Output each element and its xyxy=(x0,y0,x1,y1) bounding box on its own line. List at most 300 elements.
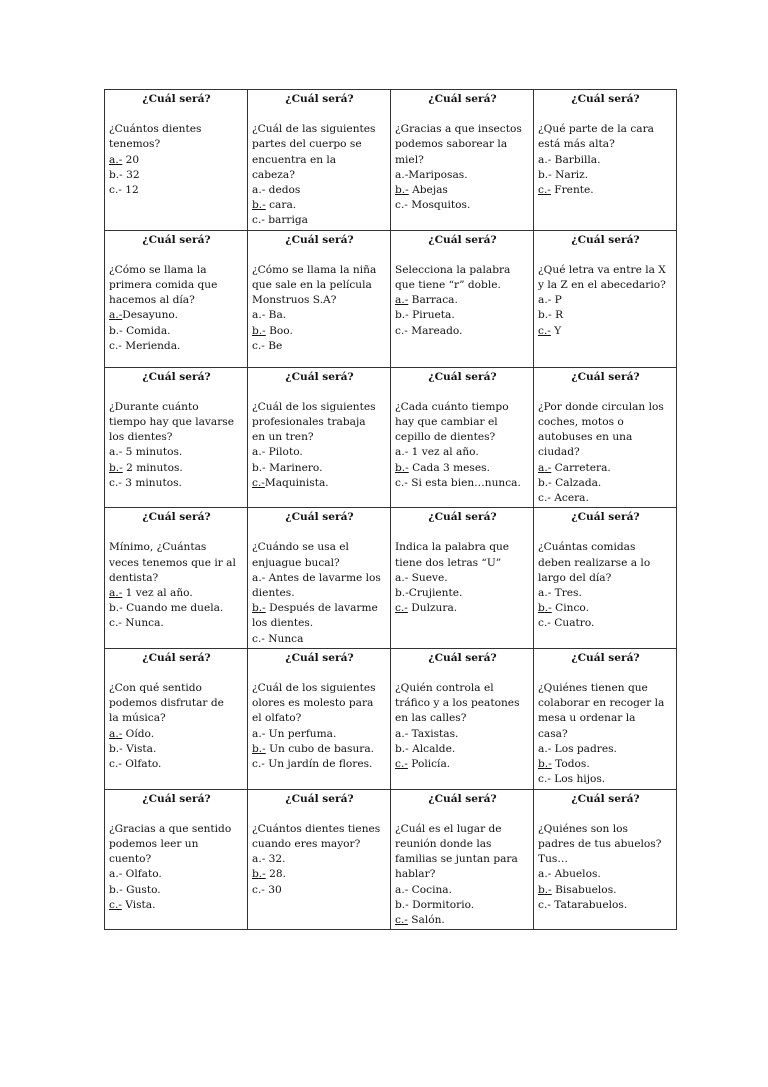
quiz-card xyxy=(534,508,677,649)
option-letter: b xyxy=(538,883,545,896)
option-separator: .- xyxy=(258,868,266,881)
question-line: ¿Qué parte de la cara xyxy=(538,123,654,136)
option-letter: a xyxy=(109,868,116,881)
quiz-page xyxy=(104,89,677,930)
answer-option xyxy=(252,883,387,898)
question-line: ¿Por donde circulan los xyxy=(538,400,664,413)
answer-option xyxy=(109,898,244,913)
option-text: Cuando me duela. xyxy=(126,602,224,615)
quiz-card xyxy=(248,230,391,367)
question-line: olores es molesto para xyxy=(252,697,374,710)
quiz-card xyxy=(248,648,391,789)
question-line: partes del cuerpo se xyxy=(252,138,362,151)
option-separator: .- xyxy=(544,742,555,755)
quiz-card xyxy=(391,789,534,930)
option-letter: b xyxy=(109,883,116,896)
option-separator: .- xyxy=(114,339,126,352)
option-text: Barraca. xyxy=(411,294,458,307)
option-text: 20 xyxy=(125,153,140,166)
option-separator: .- xyxy=(543,898,555,911)
question-line: autobuses en una xyxy=(538,431,633,444)
option-letter: b xyxy=(395,587,402,600)
question-line: podemos leer un xyxy=(109,837,199,850)
option-separator: .- xyxy=(114,617,126,630)
option-separator: .- xyxy=(258,199,266,212)
option-letter: c xyxy=(395,758,401,771)
answer-option xyxy=(109,168,244,183)
question-line: tenemos? xyxy=(109,138,161,151)
answer-option xyxy=(109,867,244,882)
question-line: casa? xyxy=(538,727,568,740)
option-separator: .- xyxy=(258,853,269,866)
option-separator: .- xyxy=(401,168,409,181)
question-line: primera comida que xyxy=(109,279,218,292)
option-letter: b xyxy=(395,309,402,322)
answer-option xyxy=(252,213,387,228)
option-separator: .- xyxy=(114,476,126,489)
option-separator: .- xyxy=(115,446,126,459)
option-separator: .- xyxy=(401,898,413,911)
option-text: Be xyxy=(268,339,283,352)
option-text: 28. xyxy=(269,868,286,881)
card-heading: ¿Cuál será? xyxy=(285,651,354,664)
option-text: Nunca. xyxy=(125,617,164,630)
option-separator: .- xyxy=(544,153,555,166)
option-letter: c xyxy=(109,184,115,197)
option-text: Pirueta. xyxy=(412,309,455,322)
option-letter: b xyxy=(395,184,402,197)
option-text: Crujiente. xyxy=(408,587,463,600)
option-separator: .- xyxy=(544,758,552,771)
option-text: 12 xyxy=(125,184,139,197)
question-line: la música? xyxy=(109,712,166,725)
option-letter: c xyxy=(538,773,544,786)
option-text: Ba. xyxy=(268,309,287,322)
option-text: Los hijos. xyxy=(554,773,606,786)
question-line: veces tenemos que ir al xyxy=(109,556,236,569)
option-separator: .- xyxy=(114,184,126,197)
option-letter: c xyxy=(252,476,258,489)
option-separator: .- xyxy=(115,324,127,337)
option-separator: .- xyxy=(257,632,269,645)
option-text: Cinco. xyxy=(555,602,589,615)
option-text: 32. xyxy=(268,853,286,866)
option-separator: .- xyxy=(258,727,269,740)
option-text: Abejas xyxy=(412,184,448,197)
answer-option xyxy=(109,153,244,168)
option-separator: .- xyxy=(544,461,552,474)
option-letter: b xyxy=(252,868,259,881)
option-separator: .- xyxy=(401,742,413,755)
question-line: ¿Quién controla el xyxy=(395,682,494,695)
answer-option xyxy=(395,198,530,213)
answer-option xyxy=(252,461,387,476)
answer-option xyxy=(252,757,387,772)
question-line: mesa u ordenar la xyxy=(538,712,636,725)
option-letter: c xyxy=(538,324,544,337)
option-separator: .- xyxy=(400,324,412,337)
card-heading: ¿Cuál será? xyxy=(428,511,497,524)
question-line: enjuague bucal? xyxy=(252,556,340,569)
option-letter: b xyxy=(252,324,259,337)
option-separator: .- xyxy=(400,913,408,926)
option-text: 2 minutos. xyxy=(126,461,183,474)
option-letter: a xyxy=(395,168,402,181)
card-heading: ¿Cuál será? xyxy=(285,370,354,383)
card-heading: ¿Cuál será? xyxy=(571,233,640,246)
answer-option xyxy=(395,461,530,476)
card-heading: ¿Cuál será? xyxy=(571,370,640,383)
answer-option xyxy=(538,586,673,601)
answer-option xyxy=(538,153,673,168)
option-letter: b xyxy=(395,898,402,911)
quiz-card xyxy=(391,648,534,789)
question-line: Indica la palabra que xyxy=(395,541,510,554)
option-letter: c xyxy=(395,602,401,615)
quiz-card xyxy=(105,90,248,231)
option-separator: .- xyxy=(543,773,555,786)
option-text: Maquinista. xyxy=(264,476,329,489)
answer-option xyxy=(395,571,530,586)
quiz-card xyxy=(248,508,391,649)
option-text: 5 minutos. xyxy=(125,446,183,459)
card-heading: ¿Cuál será? xyxy=(428,792,497,805)
option-letter: c xyxy=(109,476,115,489)
answer-option xyxy=(538,601,673,616)
question-line: podemos saborear la xyxy=(395,138,508,151)
option-letter: a xyxy=(109,309,116,322)
answer-option xyxy=(395,445,530,460)
option-separator: .- xyxy=(114,898,122,911)
option-letter: a xyxy=(538,461,545,474)
question-line: ¿Gracias a que insectos xyxy=(395,123,522,136)
option-text: Vista. xyxy=(125,898,156,911)
option-letter: a xyxy=(252,853,259,866)
option-letter: b xyxy=(252,461,259,474)
option-text: Abuelos. xyxy=(554,868,601,881)
option-letter: b xyxy=(538,168,545,181)
question-line: en las calles? xyxy=(395,712,467,725)
card-heading: ¿Cuál será? xyxy=(285,792,354,805)
card-heading: ¿Cuál será? xyxy=(428,233,497,246)
option-text: Policía. xyxy=(411,758,451,771)
question-line: que tiene “r” doble. xyxy=(395,279,501,292)
option-separator: .- xyxy=(258,602,266,615)
question-line: está más alta? xyxy=(538,138,615,151)
answer-option xyxy=(109,445,244,460)
option-letter: c xyxy=(538,492,544,505)
option-separator: .- xyxy=(115,742,127,755)
card-heading: ¿Cuál será? xyxy=(285,511,354,524)
option-text: Gusto. xyxy=(126,883,161,896)
option-letter: c xyxy=(538,898,544,911)
option-text: Y xyxy=(554,324,562,337)
answer-option xyxy=(252,339,387,354)
question-line: tiene dos letras “U” xyxy=(395,556,502,569)
option-separator: .- xyxy=(543,184,551,197)
card-row xyxy=(105,648,677,789)
option-letter: a xyxy=(538,294,545,307)
option-text: Antes de lavarme los dientes. xyxy=(252,571,381,600)
question-line: ¿Con qué sentido xyxy=(109,682,202,695)
answer-option xyxy=(395,324,530,339)
question-line: encuentra en la xyxy=(252,153,337,166)
option-text: Un jardín de flores. xyxy=(268,758,373,771)
option-text: dedos xyxy=(268,184,301,197)
question-line: ¿Quiénes son los xyxy=(538,822,628,835)
option-separator: .- xyxy=(544,309,556,322)
card-heading: ¿Cuál será? xyxy=(571,511,640,524)
option-separator: .- xyxy=(544,476,556,489)
option-text: Si esta bien…nunca. xyxy=(411,476,521,489)
option-letter: b xyxy=(538,602,545,615)
option-letter: a xyxy=(109,587,116,600)
option-text: Boo. xyxy=(269,324,293,337)
option-separator: .- xyxy=(401,461,409,474)
question-line: largo del día? xyxy=(538,571,612,584)
option-separator: .- xyxy=(401,571,412,584)
option-letter: c xyxy=(109,339,115,352)
answer-option xyxy=(538,883,673,898)
option-text: Piloto. xyxy=(268,446,303,459)
card-heading: ¿Cuál será? xyxy=(428,93,497,105)
option-letter: b xyxy=(538,758,545,771)
answer-option xyxy=(538,476,673,491)
card-heading: ¿Cuál será? xyxy=(142,93,211,105)
question-line: hablar? xyxy=(395,868,436,881)
card-heading: ¿Cuál será? xyxy=(142,651,211,664)
answer-option xyxy=(395,898,530,913)
option-text: Comida. xyxy=(126,324,171,337)
option-text: Los padres. xyxy=(554,742,617,755)
answer-option xyxy=(395,601,530,616)
question-line: coches, motos o xyxy=(538,416,624,429)
option-separator: .- xyxy=(257,476,265,489)
card-heading: ¿Cuál será? xyxy=(428,651,497,664)
card-heading: ¿Cuál será? xyxy=(285,93,354,105)
option-text: cara. xyxy=(269,199,297,212)
option-letter: c xyxy=(395,199,401,212)
option-text: Dulzura. xyxy=(411,602,458,615)
quiz-card xyxy=(534,367,677,508)
option-text: 1 vez al año. xyxy=(125,587,193,600)
option-separator: .- xyxy=(401,727,412,740)
answer-option xyxy=(395,727,530,742)
option-text: Nunca xyxy=(268,632,304,645)
option-letter: c xyxy=(252,339,258,352)
answer-option xyxy=(538,183,673,198)
answer-option xyxy=(109,308,244,323)
question-line: ¿Cuál es el lugar de xyxy=(395,822,502,835)
option-separator: .- xyxy=(544,168,556,181)
question-line: cuando eres mayor? xyxy=(252,837,361,850)
quiz-card xyxy=(534,230,677,367)
card-heading: ¿Cuál será? xyxy=(571,792,640,805)
question-line: hay que cambiar el xyxy=(395,416,498,429)
question-line: reunión donde las xyxy=(395,837,492,850)
question-line: cabeza? xyxy=(252,168,295,181)
card-heading: ¿Cuál será? xyxy=(428,370,497,383)
option-separator: .- xyxy=(257,214,269,227)
answer-option xyxy=(538,168,673,183)
question-line: ciudad? xyxy=(538,446,580,459)
answer-option xyxy=(538,308,673,323)
question-line: podemos disfrutar de xyxy=(109,697,224,710)
option-text: Carretera. xyxy=(554,461,611,474)
option-separator: .- xyxy=(115,168,127,181)
option-letter: c xyxy=(395,324,401,337)
option-letter: a xyxy=(538,742,545,755)
option-text: Un cubo de basura. xyxy=(269,742,375,755)
option-separator: .- xyxy=(400,199,412,212)
question-line: en un tren? xyxy=(252,431,314,444)
option-text: 1 vez al año. xyxy=(411,446,479,459)
option-letter: b xyxy=(395,461,402,474)
option-separator: .- xyxy=(115,883,127,896)
option-separator: .- xyxy=(258,461,270,474)
answer-option xyxy=(109,324,244,339)
question-line: Monstruos S.A? xyxy=(252,294,337,307)
answer-option xyxy=(538,293,673,308)
option-letter: c xyxy=(109,758,115,771)
option-text: Oído. xyxy=(125,727,155,740)
option-letter: a xyxy=(109,446,116,459)
question-line: tiempo hay que lavarse xyxy=(109,416,234,429)
option-separator: .- xyxy=(401,184,409,197)
answer-option xyxy=(252,476,387,491)
option-separator: .- xyxy=(544,883,552,896)
quiz-card xyxy=(391,508,534,649)
question-line: tráfico y a los peatones xyxy=(395,697,520,710)
option-separator: .- xyxy=(115,727,123,740)
option-text: Acera. xyxy=(554,492,589,505)
answer-option xyxy=(395,742,530,757)
option-separator: .- xyxy=(258,309,269,322)
option-letter: b xyxy=(252,602,259,615)
option-letter: b xyxy=(252,199,259,212)
option-text: 3 minutos. xyxy=(125,476,182,489)
answer-option xyxy=(538,461,673,476)
question-line: Tus… xyxy=(538,853,568,866)
option-letter: b xyxy=(538,309,545,322)
card-heading: ¿Cuál será? xyxy=(285,233,354,246)
option-separator: .- xyxy=(401,587,409,600)
option-letter: b xyxy=(109,461,116,474)
answer-option xyxy=(252,445,387,460)
question-line: ¿Cuántos dientes xyxy=(109,123,202,136)
option-letter: a xyxy=(109,727,116,740)
question-line: cepillo de dientes? xyxy=(395,431,496,444)
answer-option xyxy=(252,571,387,601)
answer-option xyxy=(109,183,244,198)
option-separator: .- xyxy=(401,294,409,307)
answer-option xyxy=(538,772,673,787)
option-letter: b xyxy=(252,742,259,755)
question-line: deben realizarse a lo xyxy=(538,556,651,569)
option-separator: .- xyxy=(258,571,269,584)
quiz-card xyxy=(105,789,248,930)
question-line: Mínimo, ¿Cuántas xyxy=(109,541,207,554)
option-letter: b xyxy=(109,742,116,755)
option-letter: c xyxy=(252,758,258,771)
answer-option xyxy=(395,476,530,491)
option-letter: a xyxy=(395,883,402,896)
option-letter: c xyxy=(109,898,115,911)
card-row xyxy=(105,789,677,930)
option-text: Frente. xyxy=(554,184,594,197)
question-line: los dientes? xyxy=(109,431,173,444)
option-letter: a xyxy=(538,587,545,600)
option-separator: .- xyxy=(257,758,269,771)
option-text: Nariz. xyxy=(555,168,589,181)
option-text: Alcalde. xyxy=(412,742,456,755)
option-letter: c xyxy=(538,184,544,197)
option-text: barriga xyxy=(268,214,308,227)
question-line: Selecciona la palabra xyxy=(395,263,511,276)
question-line: miel? xyxy=(395,153,424,166)
answer-option xyxy=(395,168,530,183)
answer-option xyxy=(252,308,387,323)
option-separator: .- xyxy=(115,461,123,474)
option-text: Merienda. xyxy=(125,339,181,352)
question-line: ¿Cómo se llama la niña xyxy=(252,263,377,276)
option-separator: .- xyxy=(401,309,413,322)
quiz-card xyxy=(391,90,534,231)
quiz-card xyxy=(105,508,248,649)
option-separator: .- xyxy=(258,446,269,459)
answer-option xyxy=(395,183,530,198)
question-line: ¿Cuál de los siguientes xyxy=(252,682,376,695)
card-row xyxy=(105,367,677,508)
quiz-card xyxy=(391,367,534,508)
quiz-card xyxy=(248,367,391,508)
option-text: 30 xyxy=(268,883,282,896)
answer-option xyxy=(252,742,387,757)
quiz-card-grid xyxy=(104,89,677,930)
option-separator: .- xyxy=(543,324,551,337)
option-separator: .- xyxy=(115,153,123,166)
answer-option xyxy=(252,852,387,867)
quiz-card xyxy=(248,90,391,231)
option-text: Después de lavarme los dientes. xyxy=(252,602,378,630)
option-separator: .- xyxy=(258,324,266,337)
option-separator: .- xyxy=(115,309,123,322)
option-text: Mareado. xyxy=(411,324,463,337)
question-line: hacemos al día? xyxy=(109,294,195,307)
option-text: Olfato. xyxy=(125,758,162,771)
answer-option xyxy=(109,476,244,491)
quiz-card xyxy=(248,789,391,930)
option-letter: b xyxy=(109,324,116,337)
option-separator: .- xyxy=(544,602,552,615)
option-separator: .- xyxy=(401,446,412,459)
answer-option xyxy=(538,491,673,506)
answer-option xyxy=(109,586,244,601)
quiz-card xyxy=(105,230,248,367)
question-line: familias se juntan para xyxy=(395,853,518,866)
option-text: Tatarabuelos. xyxy=(554,898,628,911)
quiz-card xyxy=(105,367,248,508)
question-line: ¿Gracias a que sentido xyxy=(109,822,232,835)
option-text: Todos. xyxy=(555,758,590,771)
option-letter: b xyxy=(538,476,545,489)
option-separator: .- xyxy=(544,294,555,307)
question-line: ¿Cuántos dientes tienes xyxy=(252,822,381,835)
option-text: Sueve. xyxy=(411,571,448,584)
question-line: ¿Cuándo se usa el xyxy=(252,541,349,554)
option-text: Bisabuelos. xyxy=(555,883,617,896)
question-line: y la Z en el abecedario? xyxy=(538,279,666,292)
